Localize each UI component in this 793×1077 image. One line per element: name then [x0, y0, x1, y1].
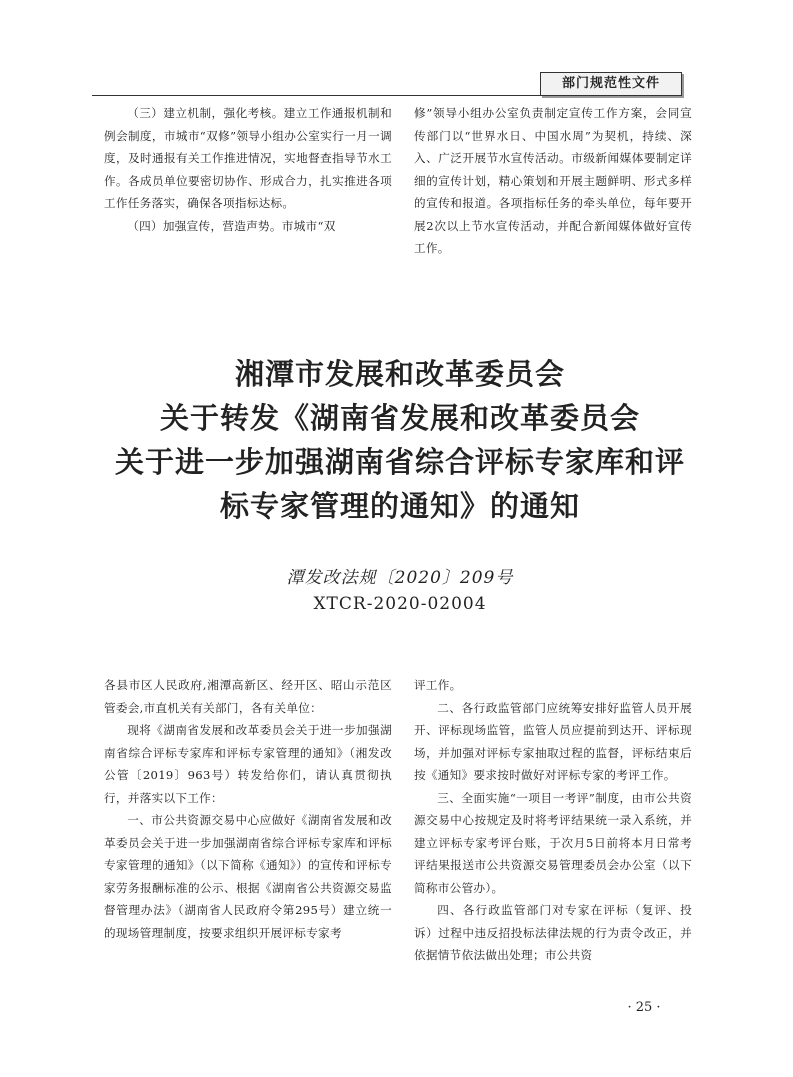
top-right-column [414, 102, 692, 260]
paragraph: （四）加强宣传，营造声势。市城市“双 [127, 218, 336, 233]
paragraph: 一、市公共资源交易中心应做好《湖南省发展和改革委员会关于进一步加强湖南省综合评标专家库和评标专家管理的通知》（以下简称《通知》）的宣传和评标专家劳务报酬标准的公示、根据《湖南省公共资源交易监督管理办法》（湖南省人民政府令第295号）建立统一的现场管理制度，按要求组织开展评标专家考 [104, 813, 392, 940]
bottom-right-column [414, 674, 692, 967]
header-rule [92, 95, 680, 96]
paragraph: （三）建立机制，强化考核。建立工作通报机制和例会制度，市城市“双修”领导小组办公室实行一月一调度，及时通报有关工作推进情况，实地督查指导节水工作。各成员单位要密切协作、形成合力，扎实推进各项工作任务落实，确保各项指标达标。 [104, 106, 392, 210]
paragraph: 二、各行政监管部门应统筹安排好监管人员开展开、评标现场监管，监管人员应提前到达开、评标现场，并加强对评标专家抽取过程的监督，评标结束后按《通知》要求按时做好对评标专家的考评工作。 [414, 700, 692, 782]
paragraph: 三、全面实施“一项目一考评”制度，由市公共资源交易中心按规定及时将考评结果统一录入系统，并建立评标专家考评台账，于次月5日前将本月日常考评结果报送市公共资源交易管理委员会办公室（以下简称市公管办）。 [414, 790, 692, 895]
title-line: 关于进一步加强湖南省综合评标专家库和评 [114, 445, 685, 479]
document-title [80, 352, 720, 528]
title-line: 关于转发《湖南省发展和改革委员会 [159, 401, 640, 435]
page-number: · 25 · [627, 1000, 661, 1015]
document-number-block [200, 565, 600, 617]
paragraph: 四、各行政监管部门对专家在评标（复评、投诉）过程中违反招投标法律法规的行为责令改正，并依据情节依法做出处理；市公共资 [414, 903, 692, 962]
document-code: XTCR-2020-02004 [313, 594, 487, 614]
paragraph: 现将《湖南省发展和改革委员会关于进一步加强湖南省综合评标专家库和评标专家管理的通知》（湘发改公管〔2019〕963号）转发给你们，请认真贯彻执行，并落实以下工作： [104, 723, 392, 805]
document-number: 潭发改法规〔2020〕209号 [286, 568, 514, 588]
bottom-left-column [104, 674, 392, 944]
section-tag: 部门规范性文件 [540, 72, 682, 96]
paragraph: 修”领导小组办公室负责制定宣传工作方案，会同宣传部门以“世界水日、中国水周”为契机，持续、深入、广泛开展节水宣传活动。市级新闻媒体要制定详细的宣传计划，精心策划和开展主题鲜明、形式多样的宣传和报道。各项指标任务的牵头单位，每年要开展2次以上节水宣传活动，并配合新闻媒体做好宣传工作。 [414, 106, 692, 255]
title-line: 湘潭市发展和改革委员会 [234, 357, 565, 391]
addressee: 各县市区人民政府,湘潭高新区、经开区、昭山示范区管委会,市直机关有关部门，各有关单位： [104, 678, 392, 715]
title-line: 标专家管理的通知》的通知 [219, 489, 580, 523]
paragraph: 评工作。 [414, 678, 462, 692]
top-left-column [104, 102, 392, 237]
